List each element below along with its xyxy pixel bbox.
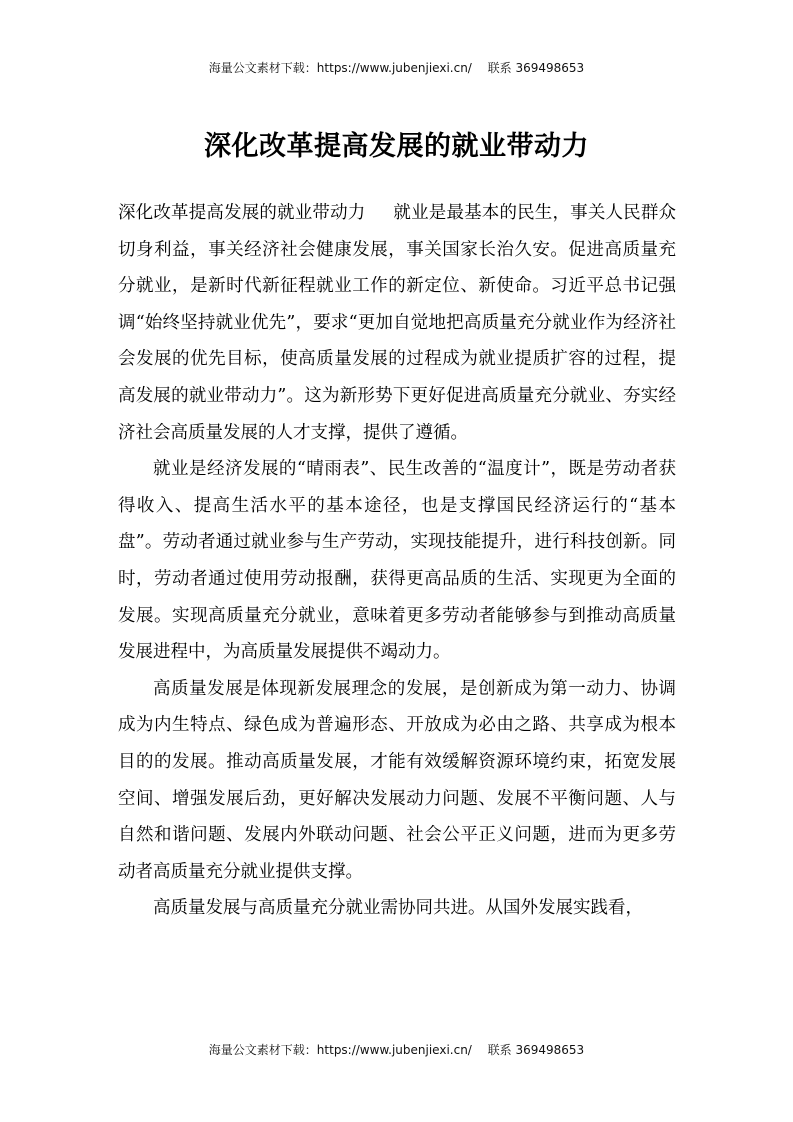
paragraph-1	[118, 195, 676, 451]
document-body	[118, 195, 676, 927]
paragraph-2: 就业是经济发展的“晴雨表”、民生改善的“温度计”，既是劳动者获得收入、提高生活水平的基本途径，也是支撑国民经济运行的“基本盘”。劳动者通过就业参与生产劳动，实现技能提升，进行科技创新。同时，劳动者通过使用劳动报酬，获得更高品质的生活、实现更为全面的发展。实现高质量充分就业，意味着更多劳动者能够参与到推动高质量发展进程中，为高质量发展提供不竭动力。	[118, 459, 676, 663]
page-header: 海量公文素材下载：https://www.jubenjiexi.cn/ 联系 369498653	[208, 61, 585, 75]
document-title: 深化改革提高发展的就业带动力	[204, 131, 589, 162]
paragraph-lead-title: 深化改革提高发展的就业带动力	[118, 203, 366, 223]
page-footer: 海量公文素材下载：https://www.jubenjiexi.cn/ 联系 369498653	[208, 1043, 585, 1057]
paragraph-3: 高质量发展是体现新发展理念的发展，是创新成为第一动力、协调成为内生特点、绿色成为普遍形态、开放成为必由之路、共享成为根本目的的发展。推动高质量发展，才能有效缓解资源环境约束，拓宽发展空间、增强发展后劲，更好解决发展动力问题、发展不平衡问题、人与自然和谐问题、发展内外联动问题、社会公平正义问题，进而为更多劳动者高质量充分就业提供支撑。	[118, 678, 676, 882]
paragraph-4: 高质量发展与高质量充分就业需协同共进。从国外发展实践看，	[153, 898, 643, 919]
paragraph-text: 就业是最基本的民生，事关人民群众切身利益，事关经济社会健康发展，事关国家长治久安。促进高质量充分就业，是新时代新征程就业工作的新定位、新使命。习近平总书记强调“始终坚持就业优先”，要求“更加自觉地把高质量充分就业作为经济社会发展的优先目标，使高质量发展的过程成为就业提质扩容的过程，提高发展的就业带动力”。这为新形势下更好促进高质量充分就业、夯实经济社会高质量发展的人才支撑，提供了遵循。	[118, 203, 677, 443]
